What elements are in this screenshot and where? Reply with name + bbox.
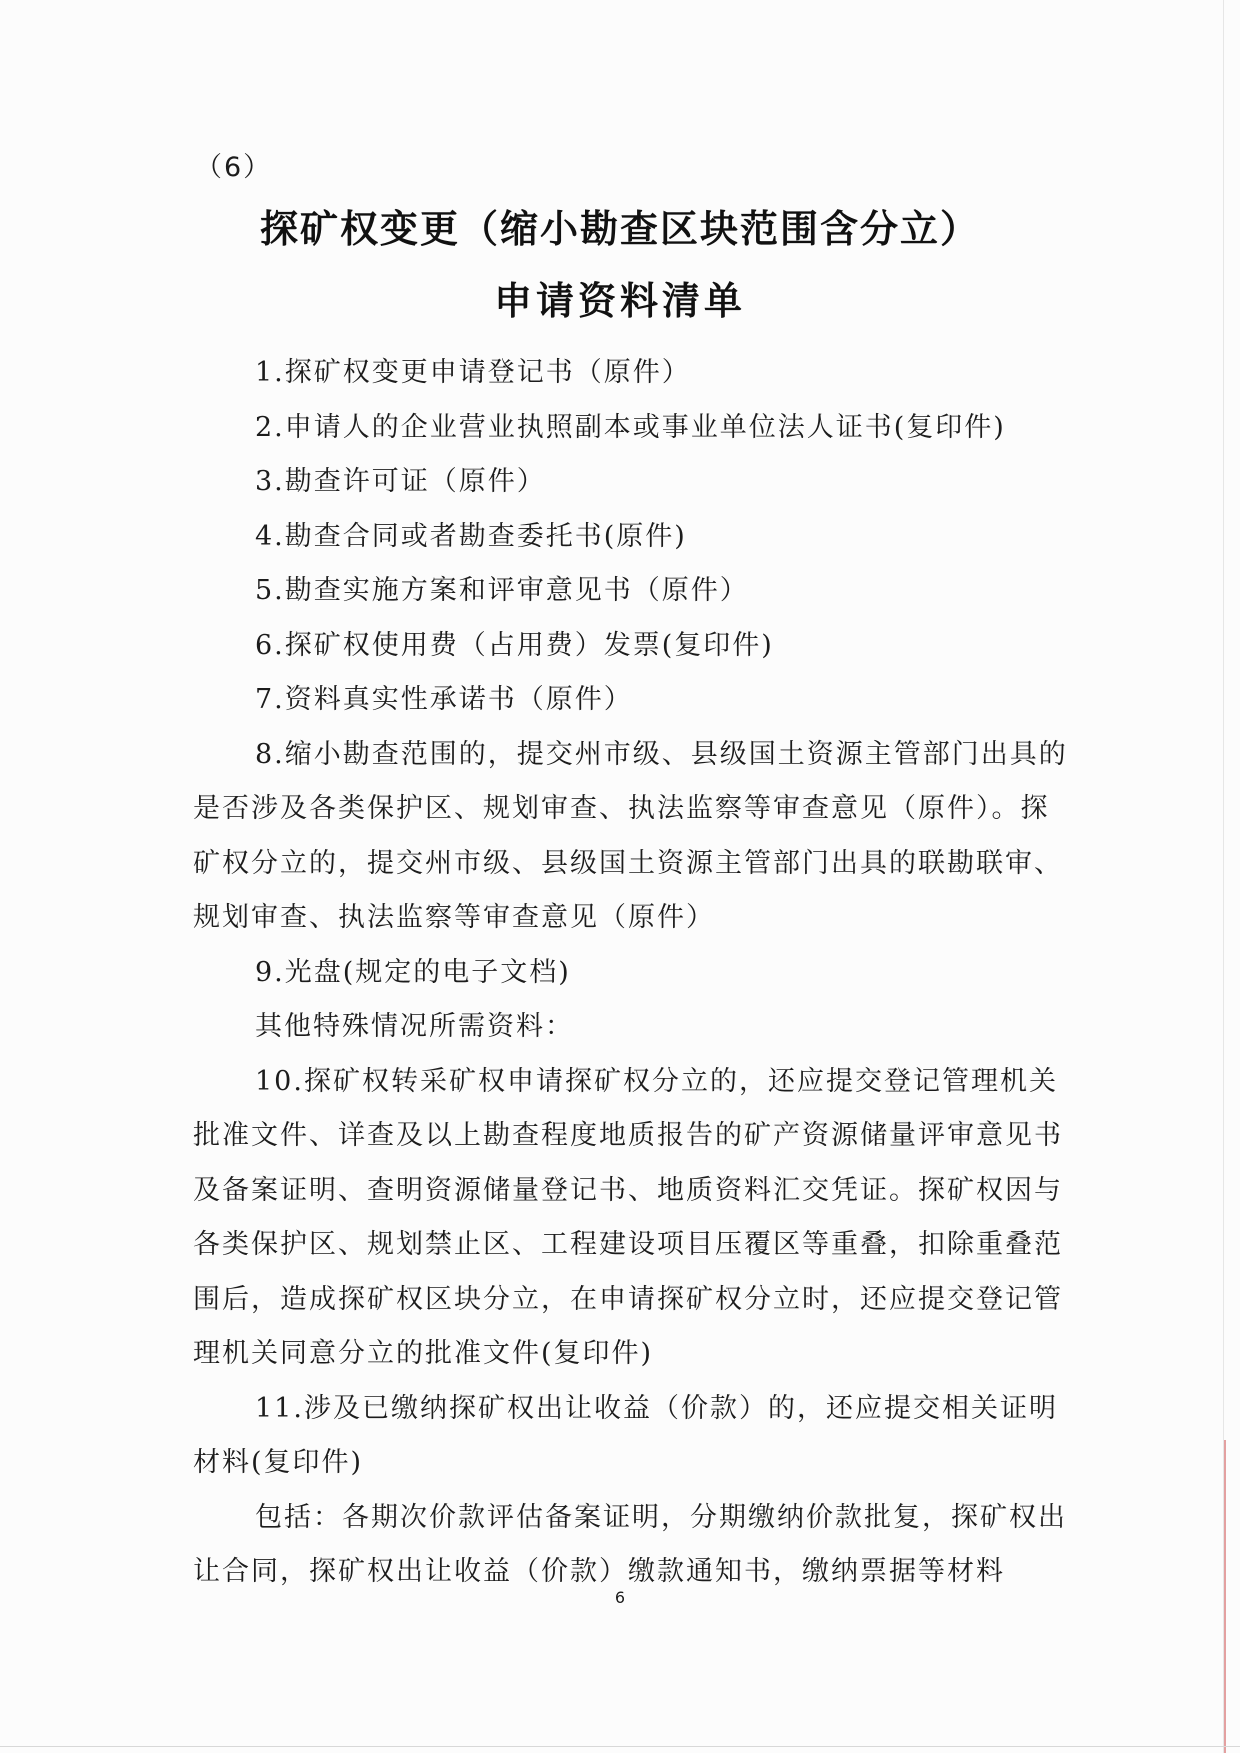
document-title: 探矿权变更（缩小勘查区块范围含分立） xyxy=(259,207,980,251)
scan-bottom-line xyxy=(0,1746,1240,1747)
document-body xyxy=(193,346,1073,1600)
document-subtitle: 申请资料清单 xyxy=(493,279,746,323)
list-item: 4.勘查合同或者勘查委托书(原件) xyxy=(255,520,687,552)
list-item: 7.资料真实性承诺书（原件） xyxy=(255,684,633,715)
list-item: 3.勘查许可证（原件） xyxy=(255,466,546,497)
list-item: 9.光盘(规定的电子文档) xyxy=(255,956,571,988)
list-item: 6.探矿权使用费（占用费）发票(复印件) xyxy=(255,629,774,661)
page-number: 6 xyxy=(614,1588,626,1607)
list-item: 11.涉及已缴纳探矿权出让收益（价款）的，还应提交相关证明材料(复印件) xyxy=(193,1392,1058,1478)
list-item: 1.探矿权变更申请登记书（原件） xyxy=(255,357,691,388)
list-item: 10.探矿权转采矿权申请探矿权分立的，还应提交登记管理机关批准文件、详查及以上勘查程度地质报告的矿产资源储量评审意见书及备案证明、查明资源储量登记书、地质资料汇交凭证。探矿权因与各类保护区、规划禁止区、工程建设项目压覆区等重叠，扣除重叠范围后，造成探矿权区块分立，在申请探矿权分立时，还应提交登记管理机关同意分立的批准文件(复印件) xyxy=(193,1065,1063,1369)
section-number: （6） xyxy=(195,152,273,183)
list-item-note: 包括：各期次价款评估备案证明，分期缴纳价款批复，探矿权出让合同，探矿权出让收益（价款）缴款通知书，缴纳票据等材料 xyxy=(193,1501,1067,1587)
list-item: 8.缩小勘查范围的，提交州市级、县级国土资源主管部门出具的是否涉及各类保护区、规划审查、执法监察等审查意见（原件）。探矿权分立的，提交州市级、县级国土资源主管部门出具的联勘联审、规划审查、执法监察等审查意见（原件） xyxy=(193,738,1068,933)
section-heading: 其他特殊情况所需资料： xyxy=(255,1011,574,1042)
list-item: 2.申请人的企业营业执照副本或事业单位法人证书(复印件) xyxy=(255,411,1006,443)
list-item: 5.勘查实施方案和评审意见书（原件） xyxy=(255,575,749,606)
